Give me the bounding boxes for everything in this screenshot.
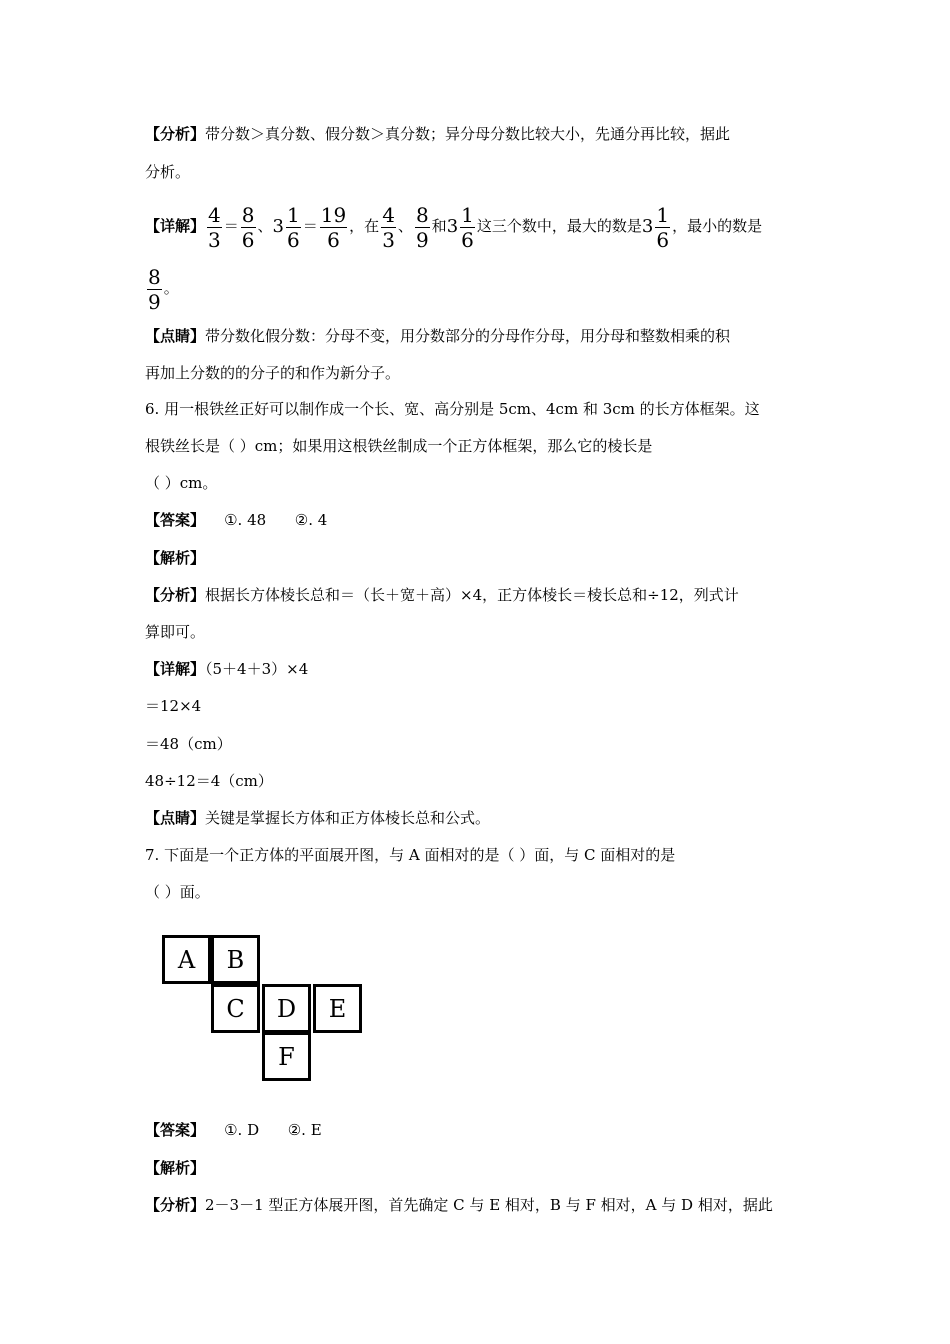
cube-face-b: B xyxy=(211,935,260,984)
q6-answer-text: ①. 48 ②. 4 xyxy=(205,511,328,529)
q6-question-line3: （ ）cm。 xyxy=(145,474,218,492)
q6-analysis-line2: 算即可。 xyxy=(145,623,206,641)
q7-analysis-line1: 【分析】2－3－1 型正方体展开图，首先确定 C 与 E 相对，B 与 F 相对，A 与 D 相对，据此 xyxy=(145,1196,773,1214)
fraction: $\frac{8}{9}$ xyxy=(148,264,161,314)
q7-question-line2: （ ）面。 xyxy=(145,883,210,901)
q6-analysis-line1: 【分析】根据长方体棱长总和＝（长＋宽＋高）×4，正方体棱长＝棱长总和÷12，列式计 xyxy=(145,586,739,604)
q6-step2: ＝12×4 xyxy=(145,697,202,715)
q5-tip-line2: 再加上分数的的分子的和作为新分子。 xyxy=(145,364,401,382)
q7-analysis-tag: 【分析】 xyxy=(145,1196,206,1214)
q6-step3: ＝48（cm） xyxy=(145,735,232,753)
fraction: $\frac{1}{6}$ xyxy=(461,202,474,252)
q5-detail-line: 【详解】 $\frac{4}{3}$ ＝ $\frac{8}{6}$ 、3 $\frac{1}{6}$ ＝ $\frac{19}{6}$ ，在 $\frac{4}{3}$ 、 $\frac{8}{9}$ 和3 $\frac{1}{6}$ 这三个数中，最大的数是3 $\frac{1}{6}$ ，最小的数是 xyxy=(145,202,763,252)
q6-analysis-tag: 【分析】 xyxy=(145,586,206,604)
q7-jiexi: 【解析】 xyxy=(145,1159,206,1177)
q6-jiexi: 【解析】 xyxy=(145,549,206,567)
q5-analysis-line1 xyxy=(145,123,730,145)
fraction: $\frac{1}{6}$ xyxy=(286,202,300,252)
fraction: $\frac{8}{9}$ xyxy=(415,202,429,252)
q5-analysis-tag: 【分析】 xyxy=(145,125,206,143)
mixed-whole: 3 xyxy=(272,216,284,237)
q6-detail-line: 【详解】（5＋4＋3）×4 xyxy=(145,660,309,678)
q5-tip-line1: 【点睛】带分数化假分数：分母不变，用分数部分的分母作分母，用分母和整数相乘的积 xyxy=(145,327,731,345)
q5-analysis-line2: 分析。 xyxy=(145,163,191,181)
q6-question-line1: 6. 用一根铁丝正好可以制作成一个长、宽、高分别是 5cm、4cm 和 3cm 的长方体框架。这 xyxy=(145,400,760,418)
q6-step4: 48÷12＝4（cm） xyxy=(145,772,273,790)
fraction: $\frac{4}{3}$ xyxy=(382,202,395,252)
cube-net-diagram xyxy=(162,935,368,1081)
q6-question-line2: 根铁丝长是（ ）cm；如果用这根铁丝制成一个正方体框架，那么它的棱长是 xyxy=(145,437,653,455)
q6-answer-tag: 【答案】 xyxy=(145,511,206,529)
q7-answer-text: ①. D ②. E xyxy=(205,1121,322,1139)
fraction: $\frac{1}{6}$ xyxy=(656,202,670,252)
q6-tip-line: 【点睛】关键是掌握长方体和正方体棱长总和公式。 xyxy=(145,809,491,827)
q7-answer-line xyxy=(145,1119,322,1141)
q5-detail-line2: $\frac{8}{9}$ 。 xyxy=(148,264,179,314)
q6-tip-tag: 【点睛】 xyxy=(145,809,206,827)
q7-question-line1: 7. 下面是一个正方体的平面展开图，与 A 面相对的是（ ）面，与 C 面相对的是 xyxy=(145,846,676,864)
mixed-whole: 3 xyxy=(446,216,459,237)
fraction: $\frac{4}{3}$ xyxy=(208,202,221,252)
q5-analysis-text1: 带分数＞真分数、假分数＞真分数；异分母分数比较大小，先通分再比较，据此 xyxy=(205,125,731,143)
q7-answer-tag: 【答案】 xyxy=(145,1121,206,1139)
q6-answer-line xyxy=(145,509,327,531)
fraction: $\frac{19}{6}$ xyxy=(320,202,347,252)
cube-face-c: C xyxy=(211,984,260,1033)
cube-face-a: A xyxy=(162,935,211,984)
cube-face-e: E xyxy=(313,984,362,1033)
cube-face-d: D xyxy=(262,984,311,1033)
q5-detail-tag: 【详解】 xyxy=(145,217,206,235)
mixed-whole: 3 xyxy=(641,216,654,237)
fraction: $\frac{8}{6}$ xyxy=(241,202,255,252)
q6-detail-tag: 【详解】 xyxy=(145,660,206,678)
q5-tip-tag: 【点睛】 xyxy=(145,327,206,345)
cube-face-f: F xyxy=(262,1032,311,1081)
